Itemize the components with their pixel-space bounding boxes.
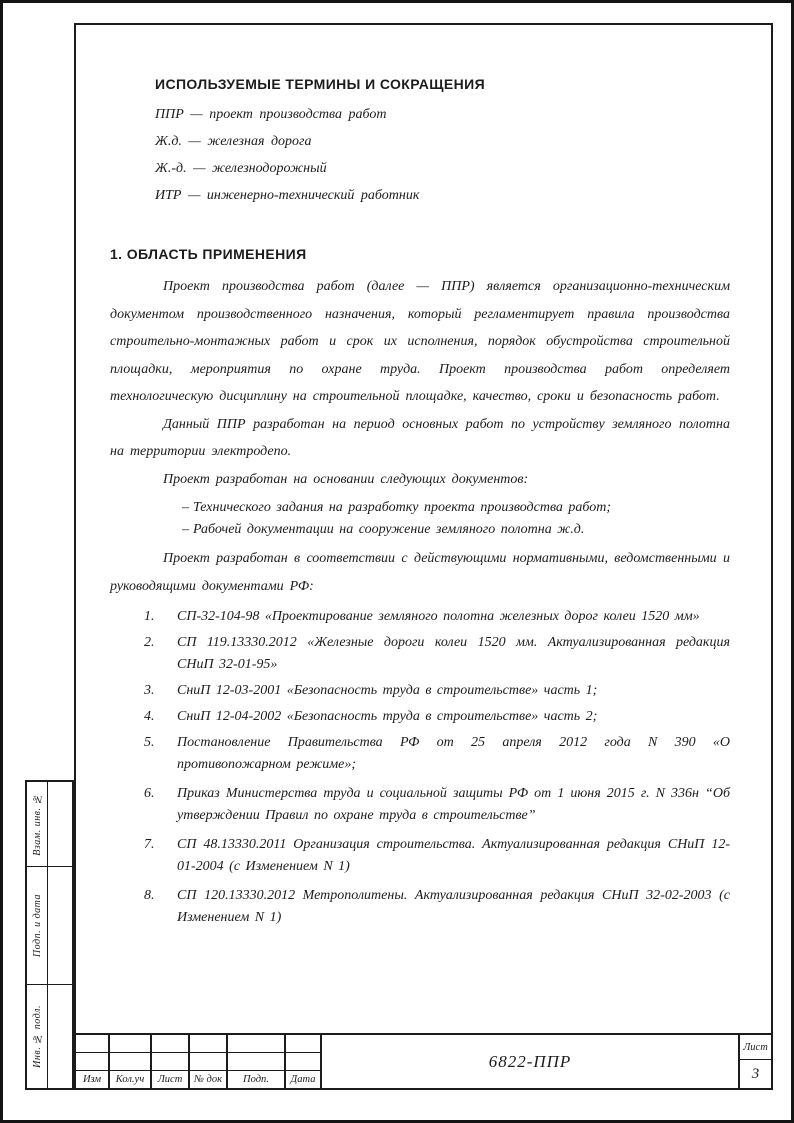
list-item: – Технического задания на разработку проекта производства работ; xyxy=(110,497,730,519)
scope-section-title: 1. ОБЛАСТЬ ПРИМЕНЕНИЯ xyxy=(110,246,307,262)
scope-paragraph-2: Данный ППР разработан на период основных работ по устройству земляного полотна на территории электродепо. xyxy=(110,416,730,459)
stamp-empty-cell xyxy=(76,1035,108,1053)
margin-box-label: Взам. инв. № xyxy=(31,792,43,856)
stamp-empty-cell xyxy=(110,1053,150,1071)
list-item: СП-32-104-98 «Проектирование земляного полотна железных дорог колеи 1520 мм» xyxy=(177,609,700,624)
list-item: Постановление Правительства РФ от 25 апреля 2012 года N 390 «О противопожарном режиме»; xyxy=(177,735,730,772)
sheet-content xyxy=(76,25,771,1033)
scope-paragraph-4: Проект разработан в соответствии с действующими нормативными, ведомственными и руководящими документами РФ: xyxy=(110,551,730,594)
list-item: Приказ Министерства труда и социальной защиты РФ от 1 июня 2015 г. N 336н “Об утверждении Правил по охране труда в строительстве” xyxy=(177,786,730,823)
sheet-number-cell xyxy=(740,1035,771,1088)
normative-documents-list xyxy=(110,606,730,929)
list-item: СП 120.13330.2012 Метрополитены. Актуализированная редакция СНиП 32-02-2003 (с Изменением N 1) xyxy=(177,888,730,925)
margin-box-label-cell xyxy=(27,867,48,984)
stamp-column-podp xyxy=(228,1035,286,1088)
stamp-empty-cell xyxy=(286,1035,320,1053)
stamp-column-label: № док xyxy=(194,1074,222,1085)
list-item: СП 48.13330.2011 Организация строительства. Актуализированная редакция СНиП 12-01-2004 (с Изменением N 1) xyxy=(177,837,730,874)
stamp-empty-cell xyxy=(286,1053,320,1071)
stamp-column-list xyxy=(152,1035,190,1088)
scope-paragraph-1: Проект производства работ (далее — ППР) является организационно-техническим документом производственного назначения, который регламентирует правила производства строительно-монтажных работ и срок их исполнения, порядок обустройства строительной площадки, мероприятия по охране труда. Проект производства работ определяет технологическую дисциплину на строительной площадке, качество, сроки и безопасность работ. xyxy=(110,279,730,404)
stamp-column-ndok xyxy=(190,1035,228,1088)
document-number-cell xyxy=(322,1035,740,1088)
title-block xyxy=(76,1033,771,1088)
margin-box-inv-podl xyxy=(27,985,72,1088)
document-number: 6822-ППР xyxy=(488,1051,572,1071)
drawing-frame xyxy=(74,23,773,1090)
stamp-empty-cell xyxy=(152,1053,188,1071)
terms-list xyxy=(155,101,730,209)
stamp-column-data xyxy=(286,1035,322,1088)
term-item: ППР — проект производства работ xyxy=(155,107,387,122)
stamp-empty-cell xyxy=(76,1053,108,1071)
source-documents-list xyxy=(110,497,730,541)
stamp-column-label: Подп. xyxy=(243,1074,269,1085)
scope-paragraph-3: Проект разработан на основании следующих документов: xyxy=(163,471,529,487)
stamp-empty-cell xyxy=(228,1053,284,1071)
list-item: – Рабочей документации на сооружение земляного полотна ж.д. xyxy=(110,519,730,541)
list-item: СниП 12-03-2001 «Безопасность труда в строительстве» часть 1; xyxy=(177,683,598,698)
stamp-empty-cell xyxy=(110,1035,150,1053)
stamp-empty-cell xyxy=(190,1035,226,1053)
margin-box-empty-cell xyxy=(48,782,72,866)
stamp-column-label: Кол.уч xyxy=(115,1074,145,1085)
terms-section-title: ИСПОЛЬЗУЕМЫЕ ТЕРМИНЫ И СОКРАЩЕНИЯ xyxy=(155,76,486,92)
margin-box-label: Подп. и дата xyxy=(31,893,43,958)
stamp-column-izm xyxy=(76,1035,110,1088)
stamp-column-label: Дата xyxy=(290,1074,316,1085)
stamp-empty-cell xyxy=(190,1053,226,1071)
margin-box-podp-data xyxy=(27,867,72,985)
list-item: СП 119.13330.2012 «Железные дороги колеи 1520 мм. Актуализированная редакция СНиП 32-01-95» xyxy=(177,635,730,672)
stamp-column-koluch xyxy=(110,1035,152,1088)
term-item: ИТР — инженерно-технический работник xyxy=(155,188,420,203)
stamp-empty-cell xyxy=(228,1035,284,1053)
list-item: СниП 12-04-2002 «Безопасность труда в строительстве» часть 2; xyxy=(177,709,598,724)
margin-box-empty-cell xyxy=(48,867,72,984)
margin-attribute-boxes xyxy=(25,780,74,1090)
sheet-number: 3 xyxy=(751,1065,760,1082)
margin-box-empty-cell xyxy=(48,985,72,1088)
margin-box-label-cell xyxy=(27,985,48,1088)
term-item: Ж.-д. — железнодорожный xyxy=(155,161,327,176)
margin-box-vzam-inv xyxy=(27,782,72,867)
margin-box-label-cell xyxy=(27,782,48,866)
stamp-empty-cell xyxy=(152,1035,188,1053)
term-item: Ж.д. — железная дорога xyxy=(155,134,312,149)
stamp-column-label: Изм xyxy=(82,1074,102,1085)
margin-box-label: Инв. № подл. xyxy=(31,1005,43,1068)
sheet-label: Лист xyxy=(740,1035,771,1060)
stamp-column-label: Лист xyxy=(157,1074,183,1085)
